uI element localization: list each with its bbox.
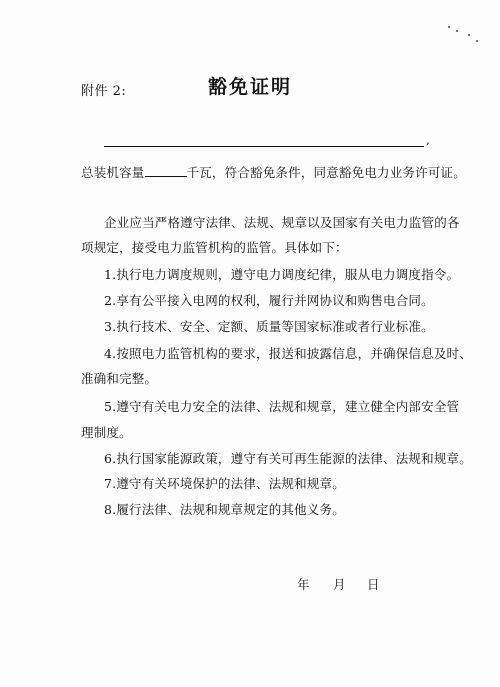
date-year: 年 — [297, 577, 310, 592]
date-day: 日 — [367, 577, 380, 592]
item-6: 6.执行国家能源政策，遵守有关可再生能源的法律、法规和规章。 — [104, 451, 472, 466]
document-title: 豁免证明 — [207, 76, 292, 98]
item-3: 3.执行技术、安全、定额、质量等国家标准或者行业标准。 — [104, 319, 434, 334]
attachment-label: 附件 2: — [81, 84, 127, 99]
item-5-line-2: 理制度。 — [81, 425, 132, 440]
item-4-line-2: 准确和完整。 — [81, 371, 158, 386]
company-name-blank — [104, 146, 424, 147]
item-4-line-1: 4.按照电力监管机构的要求，报送和披露信息，并确保信息及时、 — [104, 346, 472, 361]
capacity-line — [81, 163, 466, 181]
capacity-blank — [145, 165, 187, 177]
date-month: 月 — [333, 577, 346, 592]
scan-speckles — [446, 22, 486, 52]
item-1: 1.执行电力调度规则，遵守电力调度纪律，服从电力调度指令。 — [104, 267, 460, 282]
intro-line-1: 企业应当严格遵守法律、法规、规章以及国家有关电力监管的各 — [104, 215, 460, 230]
item-8: 8.履行法律、法规和规章规定的其他义务。 — [104, 502, 345, 517]
item-2: 2.享有公平接入电网的权利，履行并网协议和购售电合同。 — [104, 293, 434, 308]
capacity-suffix: 千瓦，符合豁免条件，同意豁免电力业务许可证。 — [186, 165, 466, 180]
blank-comma: , — [426, 133, 430, 147]
item-7: 7.遵守有关环境保护的法律、法规和规章。 — [104, 476, 345, 491]
item-5-line-1: 5.遵守有关电力安全的法律、法规和规章，建立健全内部安全管 — [104, 399, 460, 414]
intro-line-2: 项规定，接受电力监管机构的监管。具体如下： — [81, 240, 348, 255]
capacity-prefix: 总装机容量 — [81, 165, 145, 180]
